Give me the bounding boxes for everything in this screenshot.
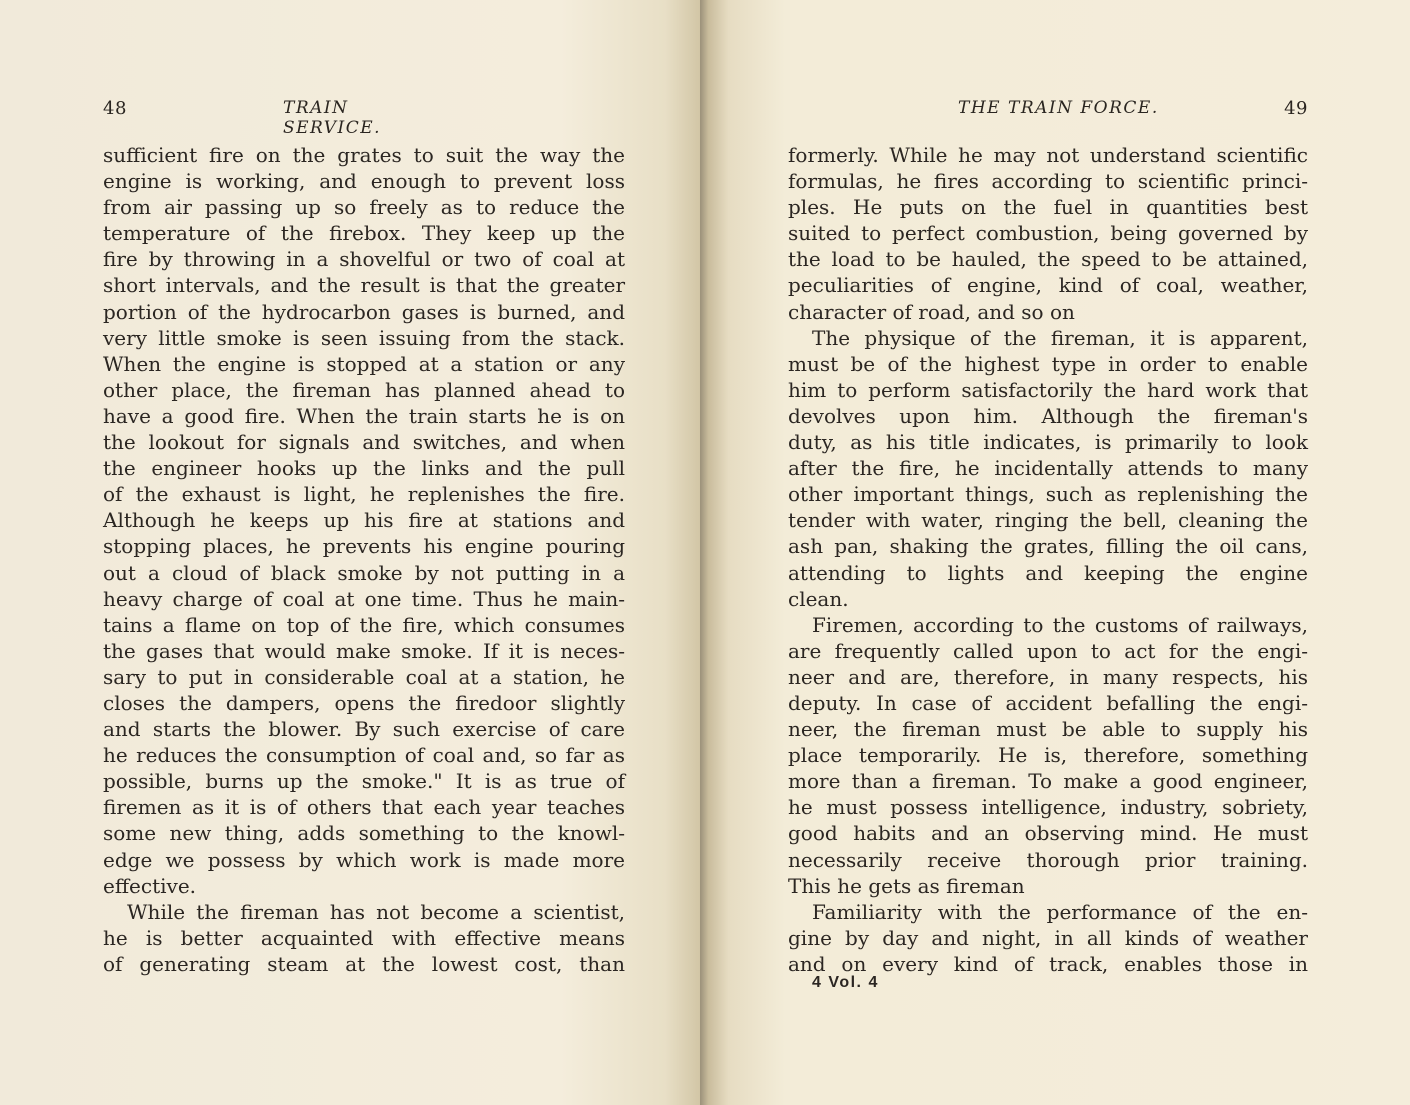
text-line: portion of the hydrocarbon gases is burned, and	[103, 299, 625, 324]
text-line: gine by day and night, in all kinds of weather	[788, 925, 1308, 950]
text-line: the gases that would make smoke. If it is neces-	[103, 638, 625, 663]
text-line: clean.	[788, 586, 849, 611]
text-line: he reduces the consumption of coal and, so far as	[103, 743, 625, 768]
text-line: closes the dampers, opens the firedoor slightly	[103, 690, 625, 715]
text-line: formulas, he fires according to scientific princi-	[788, 169, 1308, 194]
text-line: the engineer hooks up the links and the pull	[103, 456, 625, 481]
text-line: other important things, such as replenishing the	[788, 482, 1308, 507]
text-line: edge we possess by which work is made more	[103, 847, 625, 872]
text-line: heavy charge of coal at one time. Thus he main-	[103, 586, 625, 611]
text-line: suited to perfect combustion, being governed by	[788, 221, 1308, 246]
text-line: peculiarities of engine, kind of coal, weather,	[788, 273, 1308, 298]
text-line: tains a flame on top of the fire, which consumes	[103, 612, 625, 637]
text-line: deputy. In case of accident befalling the engi-	[788, 690, 1308, 715]
text-line: ples. He puts on the fuel in quantities best	[788, 195, 1308, 220]
text-line: engine is working, and enough to prevent loss	[103, 169, 625, 194]
text-line: temperature of the firebox. They keep up the	[103, 221, 625, 246]
text-line: sufficient fire on the grates to suit the way the	[103, 143, 625, 167]
left-page	[0, 0, 700, 1105]
left-page-number: 48	[103, 98, 127, 119]
text-line: other place, the fireman has planned ahead to	[103, 377, 625, 402]
text-line: necessarily receive thorough prior training.	[788, 847, 1308, 872]
text-line: stopping places, he prevents his engine pouring	[103, 534, 625, 559]
text-line: character of road, and so on	[788, 299, 1075, 324]
text-line: devolves upon him. Although the fireman's	[788, 403, 1308, 428]
right-page-number: 49	[1284, 98, 1308, 119]
text-line: the load to be hauled, the speed to be attained,	[788, 247, 1308, 272]
left-running-head	[103, 98, 443, 138]
text-line: out a cloud of black smoke by not putting in a	[103, 560, 625, 585]
text-line: sary to put in considerable coal at a station, he	[103, 664, 625, 689]
text-line: Firemen, according to the customs of railways,	[812, 612, 1308, 637]
text-line: attending to lights and keeping the engine	[788, 560, 1308, 585]
text-line: very little smoke is seen issuing from the stack.	[103, 325, 625, 350]
text-line: more than a fireman. To make a good engineer,	[788, 769, 1308, 794]
text-line: he must possess intelligence, industry, sobriety,	[788, 795, 1308, 820]
text-line: have a good fire. When the train starts he is on	[103, 403, 625, 428]
right-running-title: THE TRAIN FORCE.	[958, 98, 1159, 118]
text-line: This he gets as fireman	[788, 873, 1025, 898]
text-line: While the fireman has not become a scientist,	[127, 899, 625, 924]
text-line: and on every kind of track, enables those in	[788, 951, 1308, 976]
text-line: tender with water, ringing the bell, cleaning the	[788, 508, 1308, 533]
text-line: must be of the highest type in order to enable	[788, 351, 1308, 376]
text-line: some new thing, adds something to the knowl-	[103, 821, 625, 846]
text-line: from air passing up so freely as to reduce the	[103, 195, 625, 220]
text-line: good habits and an observing mind. He must	[788, 821, 1308, 846]
text-line: fire by throwing in a shovelful or two of coal at	[103, 247, 625, 272]
text-line: of the exhaust is light, he replenishes the fire.	[103, 482, 625, 507]
signature-mark: 4 Vol. 4	[812, 974, 879, 991]
text-line: after the fire, he incidentally attends to many	[788, 456, 1308, 481]
text-line: of generating steam at the lowest cost, than	[103, 951, 625, 976]
text-line: are frequently called upon to act for the engi-	[788, 638, 1308, 663]
text-line: Although he keeps up his fire at stations and	[103, 508, 625, 533]
text-line: formerly. While he may not understand scientific	[788, 143, 1308, 167]
text-line: he is better acquainted with effective means	[103, 925, 625, 950]
text-line: ash pan, shaking the grates, filling the oil cans,	[788, 534, 1308, 559]
text-line: place temporarily. He is, therefore, something	[788, 743, 1308, 768]
text-line: the lookout for signals and switches, and when	[103, 430, 625, 455]
text-line: The physique of the fireman, it is apparent,	[812, 325, 1308, 350]
text-line: duty, as his title indicates, is primarily to look	[788, 430, 1308, 455]
text-line: When the engine is stopped at a station or any	[103, 351, 625, 376]
text-line: Familiarity with the performance of the en-	[812, 899, 1308, 924]
text-line: effective.	[103, 873, 197, 898]
text-line: and starts the blower. By such exercise of care	[103, 717, 625, 742]
left-running-title: TRAIN SERVICE.	[283, 98, 382, 138]
text-line: him to perform satisfactorily the hard work that	[788, 377, 1308, 402]
left-body-text	[103, 142, 625, 977]
text-line: neer, the fireman must be able to supply his	[788, 717, 1308, 742]
text-line: possible, burns up the smoke." It is as true of	[103, 769, 625, 794]
right-running-head	[958, 98, 1308, 118]
text-line: firemen as it is of others that each year teaches	[103, 795, 625, 820]
text-line: short intervals, and the result is that the greater	[103, 273, 625, 298]
right-body-text	[788, 142, 1308, 977]
text-line: neer and are, therefore, in many respects, his	[788, 664, 1308, 689]
